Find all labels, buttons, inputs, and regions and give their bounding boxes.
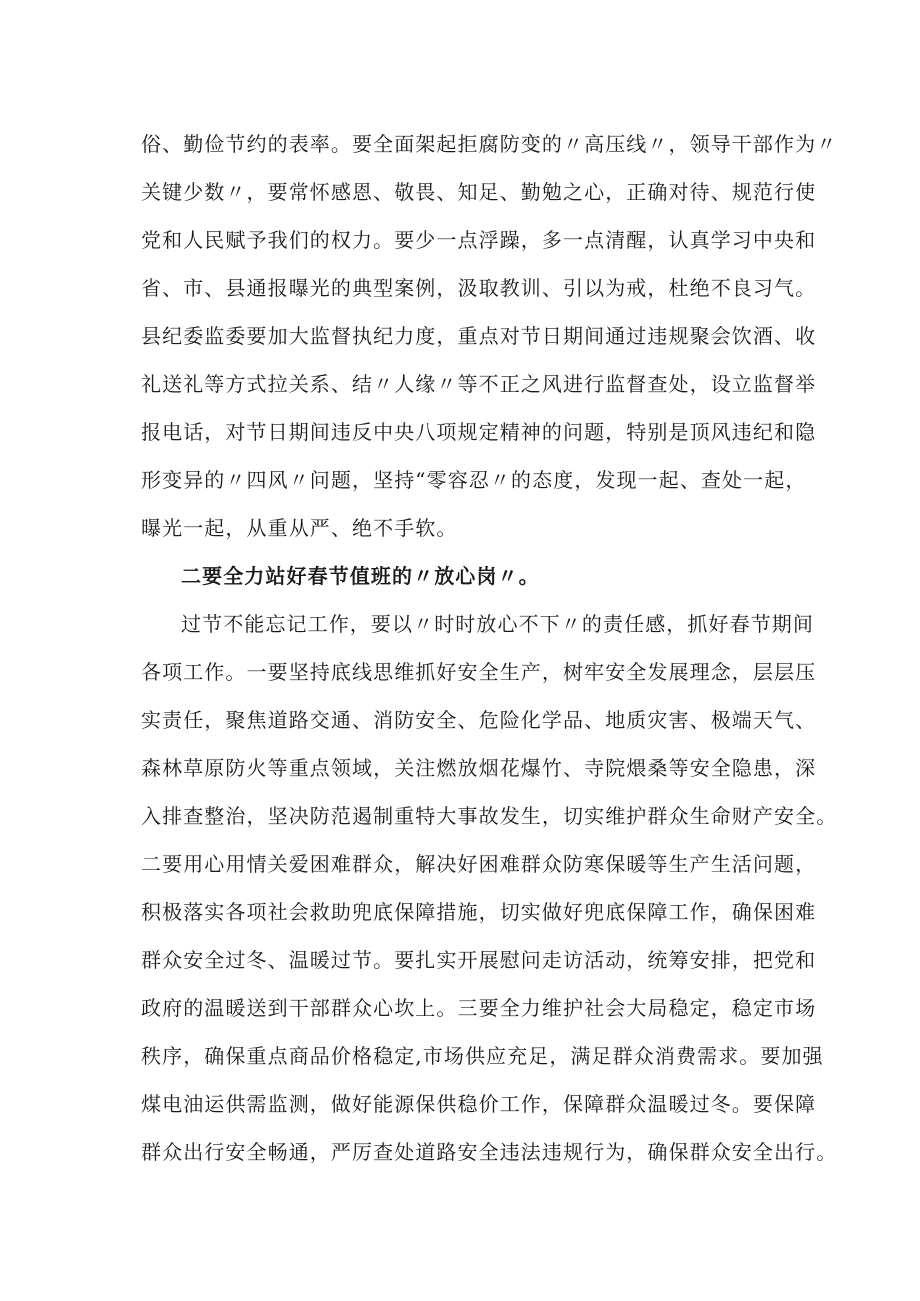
section-heading: 二要全力站好春节值班的〃放心岗〃。 xyxy=(181,564,540,588)
text-line: 积极落实各项社会救助兜底保障措施，切实做好兜底保障工作，确保困难 xyxy=(141,900,817,924)
text-line: 各项工作。一要坚持底线思维抓好安全生产，树牢安全发展理念，层层压 xyxy=(141,660,817,684)
text-line: 俗、勤俭节约的表率。要全面架起拒腐防变的〃高压线〃，领导干部作为〃 xyxy=(141,132,838,156)
text-line: 群众出行安全畅通，严厉查处道路安全违法违规行为，确保群众安全出行。 xyxy=(141,1140,838,1164)
text-line: 实责任，聚焦道路交通、消防安全、危险化学品、地质灾害、极端天气、 xyxy=(141,708,817,732)
text-line: 群众安全过冬、温暖过节。要扎实开展慰问走访活动，统筹安排，把党和 xyxy=(141,948,817,972)
text-line: 礼送礼等方式拉关系、结〃人缘〃等不正之风进行监督查处，设立监督举 xyxy=(141,372,817,396)
text-line: 森林草原防火等重点领域，关注燃放烟花爆竹、寺院煨桑等安全隐患，深 xyxy=(141,756,817,780)
text-line: 报电话，对节日期间违反中央八项规定精神的问题，特别是顶风违纪和隐 xyxy=(141,420,817,444)
text-line: 秩序，确保重点商品价格稳定,市场供应充足，满足群众消费需求。要加强 xyxy=(141,1044,824,1068)
text-line: 入排查整治，坚决防范遏制重特大事故发生，切实维护群众生命财产安全。 xyxy=(141,804,838,828)
text-line: 二要用心用情关爱困难群众，解决好困难群众防寒保暖等生产生活问题， xyxy=(141,852,817,876)
text-line: 煤电油运供需监测，做好能源保供稳价工作，保障群众温暖过冬。要保障 xyxy=(141,1092,817,1116)
paragraph-first-line: 过节不能忘记工作，要以〃时时放心不下〃的责任感，抓好春节期间 xyxy=(181,612,814,636)
text-line: 县纪委监委要加大监督执纪力度，重点对节日期间通过违规聚会饮酒、收 xyxy=(141,324,817,348)
text-line: 曝光一起，从重从严、绝不手软。 xyxy=(141,516,458,540)
text-line: 关键少数〃，要常怀感恩、敬畏、知足、勤勉之心，正确对待、规范行使 xyxy=(141,180,817,204)
text-line: 形变异的〃四风〃问题，坚持“零容忍〃的态度，发现一起、查处一起， xyxy=(141,468,807,492)
text-line: 政府的温暖送到干部群众心坎上。三要全力维护社会大局稳定，稳定市场 xyxy=(141,996,817,1020)
text-line: 省、市、县通报曝光的典型案例，汲取教训、引以为戒，杜绝不良习气。 xyxy=(141,276,817,300)
text-line: 党和人民赋予我们的权力。要少一点浮躁，多一点清醒，认真学习中央和 xyxy=(141,228,817,252)
